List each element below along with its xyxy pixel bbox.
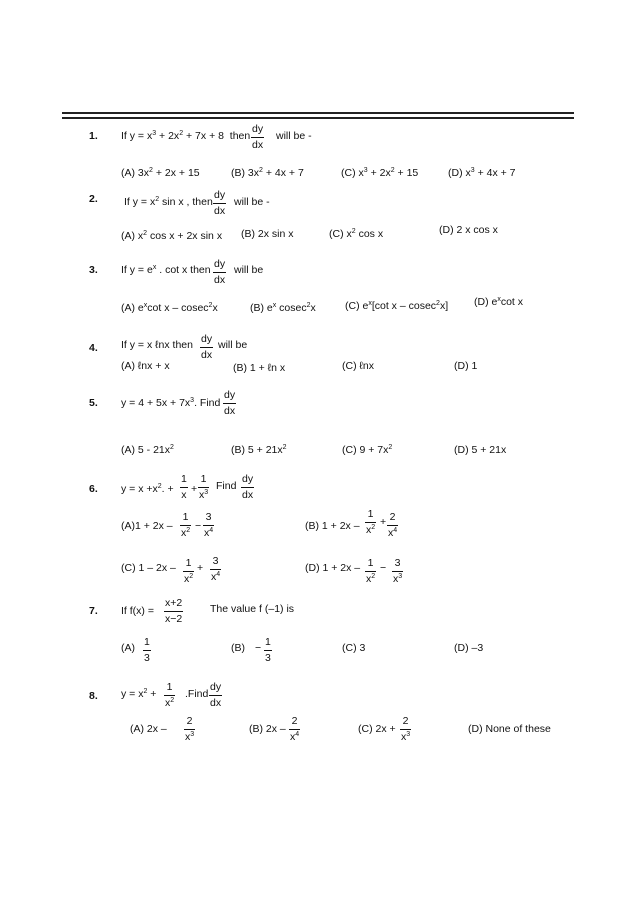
option-b: (B) 1 + ℓn x — [233, 362, 286, 374]
plus-sign: + — [380, 516, 387, 528]
fraction-1-over-x3: $\frac{1}{x^3}$ — [199, 473, 209, 501]
question-number: 1. — [89, 130, 98, 142]
option-a: (A) $x^2$ cos x + 2x sin x — [121, 230, 223, 242]
option-a: (A) $5 - 21x^2$ — [121, 444, 174, 456]
option-d-frac-2: $\frac{3}{x^3}$ — [393, 557, 403, 585]
question-stem: If f(x) = — [121, 605, 154, 617]
option-b-sign: − — [255, 642, 262, 654]
derivative-fraction: $\frac{dy}{dx}$ — [224, 389, 236, 417]
derivative-fraction: $\frac{dy}{dx}$ — [214, 258, 226, 286]
option-b: (B) $e^x$ cosec$^2$x — [250, 302, 316, 314]
option-c-frac: $\frac{2}{x^3}$ — [401, 715, 411, 743]
question-stem: If $y = x^3 + 2x^2 + 7x + 8$ then — [121, 130, 251, 142]
find-label: .Find — [185, 688, 209, 700]
question-tail: will be - — [276, 130, 312, 142]
question-stem: If $y = e^x$ . cot x then — [121, 264, 211, 276]
option-b-frac: $\frac{2}{x^4}$ — [290, 715, 300, 743]
option-c: (C) $e^x[\cot$ x – cosec$^2$x] — [345, 300, 449, 312]
question-number: 3. — [89, 264, 98, 276]
option-c-frac-2: $\frac{3}{x^4}$ — [211, 555, 221, 583]
question-stem: If $y = x^2$ sin x , then — [124, 196, 213, 208]
option-d: (D) $e^x\cot$ x — [474, 296, 524, 308]
option-c-frac-1: $\frac{1}{x^2}$ — [184, 557, 194, 585]
plus-sign: + — [191, 483, 198, 495]
option-a-frac: $\frac{1}{3}$ — [144, 636, 150, 664]
derivative-fraction: $\frac{dy}{dx}$ — [252, 123, 264, 151]
question-tail: will be - — [234, 196, 270, 208]
minus-sign: − — [380, 562, 387, 574]
find-label: Find — [216, 480, 237, 492]
question-stem: $y = 4 + 5x + 7x^3$. Find — [121, 397, 221, 409]
derivative-fraction: $\frac{dy}{dx}$ — [201, 333, 213, 361]
fraction-1-over-x: $\frac{1}{x}$ — [181, 473, 187, 501]
option-b: (B) 1 + 2x – — [305, 520, 360, 532]
option-b: (B) — [231, 642, 245, 654]
option-c: (C) $x^3 + 2x^2 + 15$ — [341, 167, 419, 179]
option-a: (A) $3x^2 + 2x + 15$ — [121, 167, 200, 179]
option-b: (B) 2x – — [249, 723, 286, 735]
option-d: (D) 5 + 21x — [454, 444, 507, 456]
option-d: (D) –3 — [454, 642, 484, 654]
option-c: (C) 2x + — [358, 723, 396, 735]
question-number: 7. — [89, 605, 98, 617]
option-b: (B) $5 + 21x^2$ — [231, 444, 287, 456]
question-number: 5. — [89, 397, 98, 409]
option-a: (A) $e^x\cot$ x – cosec$^2$x — [121, 302, 218, 314]
question-tail: will be — [234, 264, 264, 276]
function-fraction: $\frac{x+2}{x-2}$ — [165, 597, 183, 625]
question-number: 2. — [89, 193, 98, 205]
derivative-fraction: $\frac{dy}{dx}$ — [210, 681, 222, 709]
option-d: (D) 1 — [454, 360, 478, 372]
option-d: (D) $x^3 + 4x + 7$ — [448, 167, 516, 179]
option-c: (C) $9 + 7x^2$ — [342, 444, 393, 456]
question-stem: If y = x ℓnx then — [121, 339, 193, 351]
header-rule-top — [62, 112, 574, 114]
minus-sign: − — [195, 520, 202, 532]
option-c: (C) $x^2$ cos x — [329, 228, 384, 240]
option-a: (A) ℓnx + x — [121, 360, 170, 372]
option-a: (A) 2x – — [130, 723, 167, 735]
option-a: (A)1 + 2x – — [121, 520, 173, 532]
option-d: (D) 2 x cos x — [439, 224, 498, 236]
derivative-fraction: $\frac{dy}{dx}$ — [242, 473, 254, 501]
question-number: 6. — [89, 483, 98, 495]
option-b: (B) 2x sin x — [241, 228, 294, 240]
question-tail: The value f (–1) is — [210, 603, 295, 615]
question-tail: will be — [218, 339, 248, 351]
plus-sign: + — [197, 562, 204, 574]
derivative-fraction: $\frac{dy}{dx}$ — [214, 189, 226, 217]
option-b-frac-2: $\frac{2}{x^4}$ — [388, 511, 398, 539]
option-a-frac-1: $\frac{1}{x^2}$ — [181, 511, 191, 539]
option-b-frac-1: $\frac{1}{x^2}$ — [366, 508, 376, 536]
question-stem: $y = x^2$ + — [121, 688, 157, 700]
option-a-frac: $\frac{2}{x^3}$ — [185, 715, 195, 743]
option-a-frac-2: $\frac{3}{x^4}$ — [204, 511, 214, 539]
option-c: (C) 1 – 2x – — [121, 562, 176, 574]
option-d: (D) 1 + 2x – — [305, 562, 361, 574]
option-b-frac: $\frac{1}{3}$ — [265, 636, 271, 664]
question-number: 4. — [89, 342, 98, 354]
option-a: (A) — [121, 642, 135, 654]
option-d: (D) None of these — [468, 723, 551, 735]
question-number: 8. — [89, 690, 98, 702]
header-rule-bottom — [62, 117, 574, 119]
fraction-1-over-x2: $\frac{1}{x^2}$ — [165, 681, 175, 709]
question-stem: $y = x +x^2$. + — [121, 483, 174, 495]
option-b: (B) $3x^2 + 4x + 7$ — [231, 167, 304, 179]
option-d-frac-1: $\frac{1}{x^2}$ — [366, 557, 376, 585]
option-c: (C) ℓnx — [342, 360, 374, 372]
option-c: (C) 3 — [342, 642, 366, 654]
